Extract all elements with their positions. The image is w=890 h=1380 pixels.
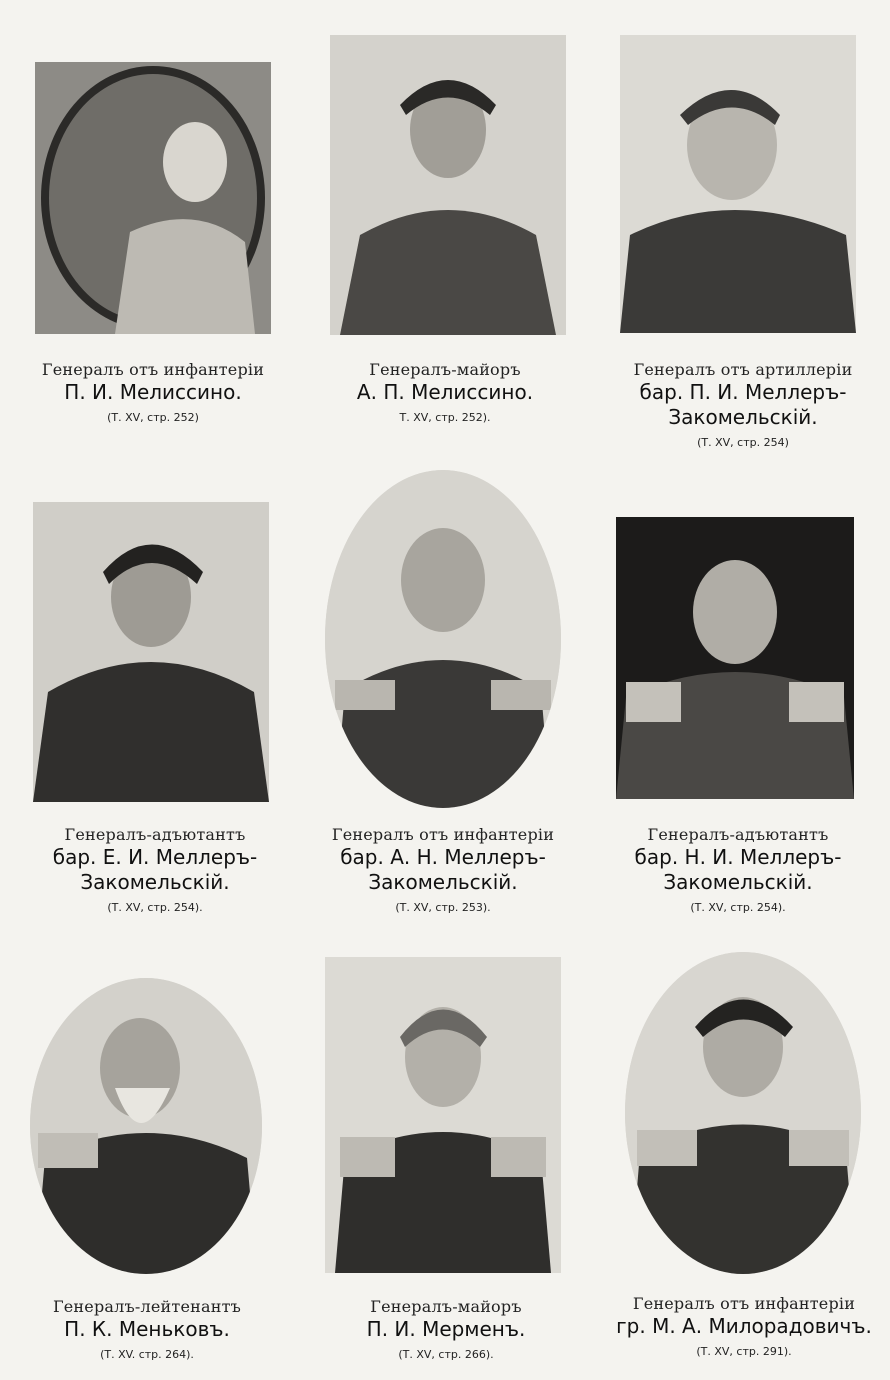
portrait-engraving-icon bbox=[620, 35, 856, 333]
volume-page-reference: (Т. XV, стр. 266). bbox=[398, 1348, 494, 1361]
portrait-image-5 bbox=[325, 470, 561, 808]
portrait-photo-icon bbox=[325, 470, 561, 808]
portrait-engraving-icon bbox=[33, 502, 269, 802]
portrait-photo-icon bbox=[30, 978, 262, 1274]
portrait-image-7 bbox=[30, 978, 262, 1274]
volume-page-reference: Т. XV, стр. 252). bbox=[399, 411, 491, 424]
rank-label: Генералъ отъ инфантеріи bbox=[632, 1294, 856, 1313]
portrait-engraving-icon bbox=[625, 952, 861, 1274]
name-line: бар. П. И. Меллеръ- bbox=[639, 380, 847, 404]
rank-label: Генералъ-адъютантъ bbox=[647, 825, 829, 844]
name-line: А. П. Мелиссино. bbox=[356, 380, 534, 404]
name-line: бар. А. Н. Меллеръ- bbox=[340, 845, 546, 869]
portrait-image-9 bbox=[625, 952, 861, 1274]
rank-label: Генералъ-лейтенантъ bbox=[52, 1297, 242, 1316]
rank-label: Генералъ-адъютантъ bbox=[64, 825, 246, 844]
name-line: П. К. Меньковъ. bbox=[64, 1317, 230, 1341]
rank-label: Генералъ отъ артиллеріи bbox=[633, 360, 853, 379]
rank-label: Генералъ-майоръ bbox=[370, 1297, 522, 1316]
name-line: Закомельскій. bbox=[663, 870, 813, 894]
name-line: бар. Е. И. Меллеръ- bbox=[52, 845, 258, 869]
caption-5 bbox=[308, 825, 578, 918]
portrait-engraving-icon bbox=[35, 62, 271, 334]
portrait-image-1 bbox=[35, 62, 271, 334]
name-line: бар. Н. И. Меллеръ- bbox=[634, 845, 842, 869]
name-line: гр. М. А. Милорадовичъ. bbox=[616, 1314, 872, 1338]
caption-3 bbox=[608, 360, 878, 453]
name-line: Закомельскій. bbox=[668, 405, 818, 429]
caption-2 bbox=[310, 360, 580, 428]
name-line: Закомельскій. bbox=[368, 870, 518, 894]
name-line: П. И. Мелиссино. bbox=[64, 380, 242, 404]
volume-page-reference: (Т. XV, стр. 252) bbox=[107, 411, 199, 424]
name-line: П. И. Мерменъ. bbox=[366, 1317, 526, 1341]
portrait-engraving-icon bbox=[325, 957, 561, 1273]
caption-4 bbox=[20, 825, 290, 918]
portrait-image-2 bbox=[330, 35, 566, 335]
portrait-image-4 bbox=[33, 502, 269, 802]
portrait-image-3 bbox=[620, 35, 856, 333]
rank-label: Генералъ отъ инфантеріи bbox=[41, 360, 265, 379]
caption-9 bbox=[606, 1294, 882, 1362]
volume-page-reference: (Т. XV, стр. 254). bbox=[107, 901, 203, 914]
volume-page-reference: (Т. XV, стр. 291). bbox=[696, 1345, 792, 1358]
rank-label: Генералъ отъ инфантеріи bbox=[331, 825, 555, 844]
volume-page-reference: (Т. XV, стр. 254) bbox=[697, 436, 789, 449]
volume-page-reference: (Т. XV, стр. 253). bbox=[395, 901, 491, 914]
portrait-image-6 bbox=[616, 517, 854, 799]
caption-7 bbox=[12, 1297, 282, 1365]
caption-6 bbox=[603, 825, 873, 918]
portrait-photo-icon bbox=[616, 517, 854, 799]
caption-8 bbox=[311, 1297, 581, 1365]
portrait-engraving-icon bbox=[330, 35, 566, 335]
volume-page-reference: (Т. XV, стр. 254). bbox=[690, 901, 786, 914]
volume-page-reference: (Т. XV. стр. 264). bbox=[100, 1348, 194, 1361]
caption-1 bbox=[18, 360, 288, 428]
rank-label: Генералъ-майоръ bbox=[369, 360, 521, 379]
name-line: Закомельскій. bbox=[80, 870, 230, 894]
portrait-image-8 bbox=[325, 957, 561, 1273]
